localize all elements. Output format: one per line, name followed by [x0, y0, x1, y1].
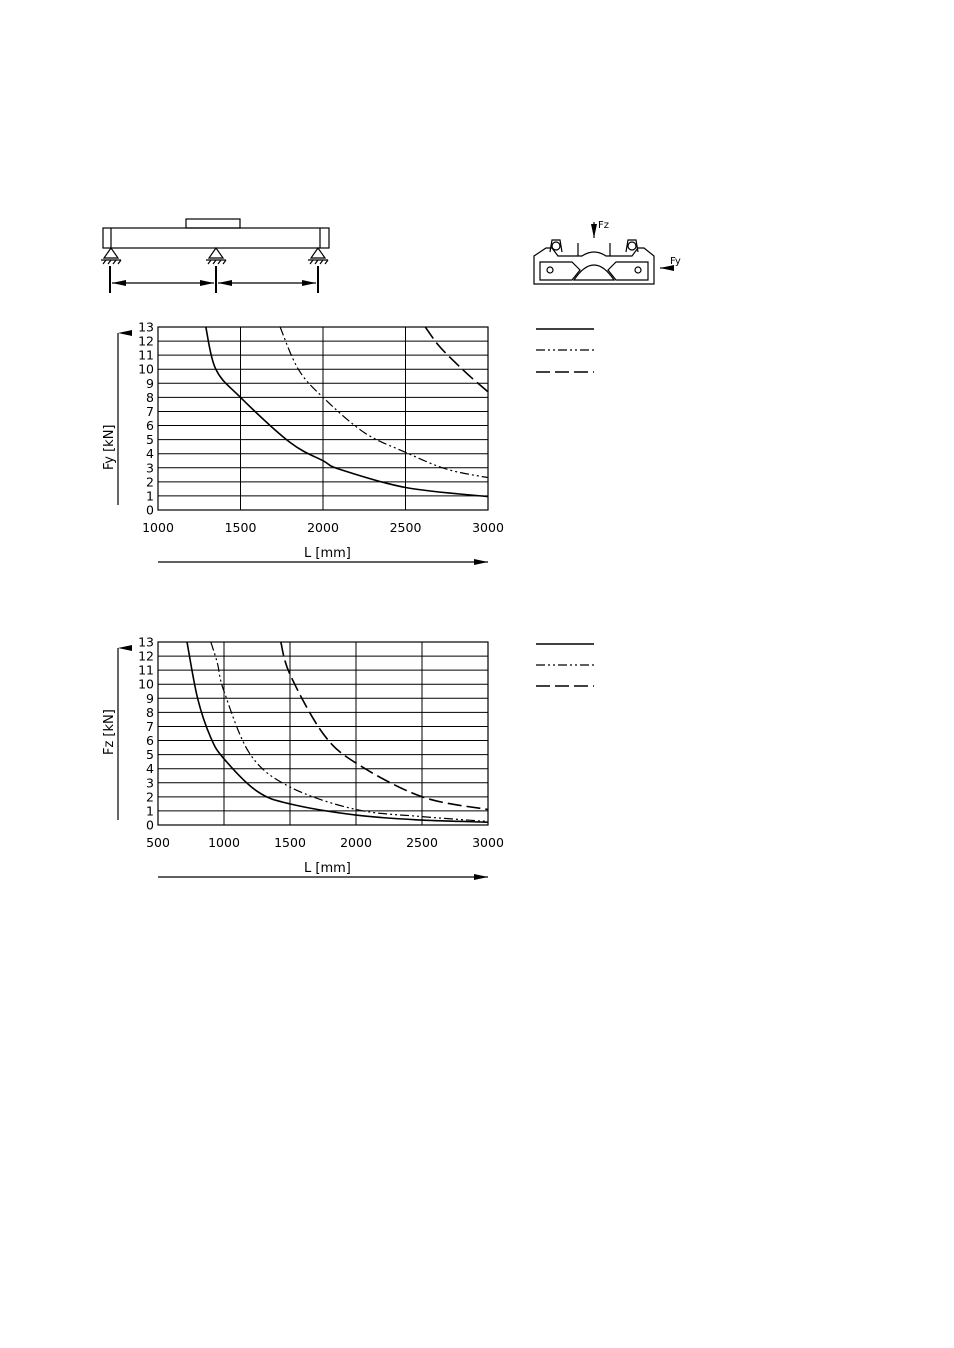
support-right-icon [308, 248, 328, 264]
chart-fz-series [187, 642, 488, 822]
c1-ytick-label: 5 [146, 432, 154, 448]
c1-ytick-label: 11 [138, 347, 154, 363]
support-left-icon [101, 248, 121, 264]
chart-fz [102, 635, 594, 878]
chart-fz-x-ticks [146, 835, 504, 850]
c2-ytick-label: 2 [146, 789, 154, 805]
c2-ytick-label: 4 [146, 761, 154, 777]
c2-xtick-label: 1000 [208, 835, 240, 850]
profile-cross-section-icon [534, 222, 671, 284]
chart-fz-xlabel: L [mm] [304, 861, 351, 876]
c2-xtick-label: 3000 [472, 835, 504, 850]
c2-ytick-label: 8 [146, 704, 154, 720]
chart-fy-legend [536, 329, 594, 372]
chart-fy-ylabel: Fy [kN] [102, 424, 117, 470]
c1-ytick-label: 0 [146, 502, 154, 518]
beam-support-diagram [101, 219, 329, 293]
support-middle-icon [206, 248, 226, 264]
c1-ytick-label: 13 [138, 319, 154, 335]
c1-ytick-label: 3 [146, 460, 154, 476]
fy-label: Fy [670, 256, 681, 267]
c1-series-dashed [425, 327, 488, 392]
c2-xtick-label: 2500 [406, 835, 438, 850]
c2-ytick-label: 12 [138, 648, 154, 664]
c1-ytick-label: 9 [146, 375, 154, 391]
c2-series-dashdot [211, 642, 488, 822]
c2-xtick-label: 2000 [340, 835, 372, 850]
chart-fy [102, 320, 594, 563]
c2-ytick-label: 13 [138, 634, 154, 650]
chart-fy-xlabel: L [mm] [304, 546, 351, 561]
chart-fy-grid [158, 327, 488, 510]
c2-ytick-label: 1 [146, 803, 154, 819]
c2-ytick-label: 3 [146, 775, 154, 791]
c2-xtick-label: 500 [146, 835, 170, 850]
c2-ytick-label: 0 [146, 817, 154, 833]
c2-ytick-label: 10 [138, 676, 154, 692]
c1-ytick-label: 7 [146, 403, 154, 419]
c1-ytick-label: 6 [146, 418, 154, 434]
chart-fz-y-ticks [138, 635, 154, 833]
c2-ytick-label: 9 [146, 690, 154, 706]
c2-xtick-label: 1500 [274, 835, 306, 850]
c1-xtick-label: 2500 [389, 520, 422, 535]
c1-xtick-label: 2000 [307, 520, 339, 535]
c2-ytick-label: 7 [146, 718, 154, 734]
c1-xtick-label: 1000 [142, 520, 174, 535]
c2-ytick-label: 5 [146, 747, 154, 763]
c2-ytick-label: 6 [146, 733, 154, 749]
c1-ytick-label: 12 [138, 333, 154, 349]
c1-ytick-label: 2 [146, 474, 154, 490]
c1-xtick-label: 1500 [224, 520, 257, 535]
c1-ytick-label: 4 [146, 446, 154, 462]
chart-fz-ylabel: Fz [kN] [102, 709, 117, 755]
c2-series-dashed [281, 642, 488, 810]
c1-xtick-label: 3000 [472, 520, 504, 535]
c2-series-solid [187, 642, 488, 822]
chart-fz-legend [536, 644, 594, 686]
chart-fy-y-ticks [138, 320, 154, 518]
c1-ytick-label: 10 [138, 361, 154, 377]
c2-ytick-label: 11 [138, 662, 154, 678]
c1-ytick-label: 8 [146, 389, 154, 405]
fz-label: Fz [598, 220, 610, 231]
chart-fy-x-ticks [142, 520, 504, 535]
c1-ytick-label: 1 [146, 488, 154, 504]
